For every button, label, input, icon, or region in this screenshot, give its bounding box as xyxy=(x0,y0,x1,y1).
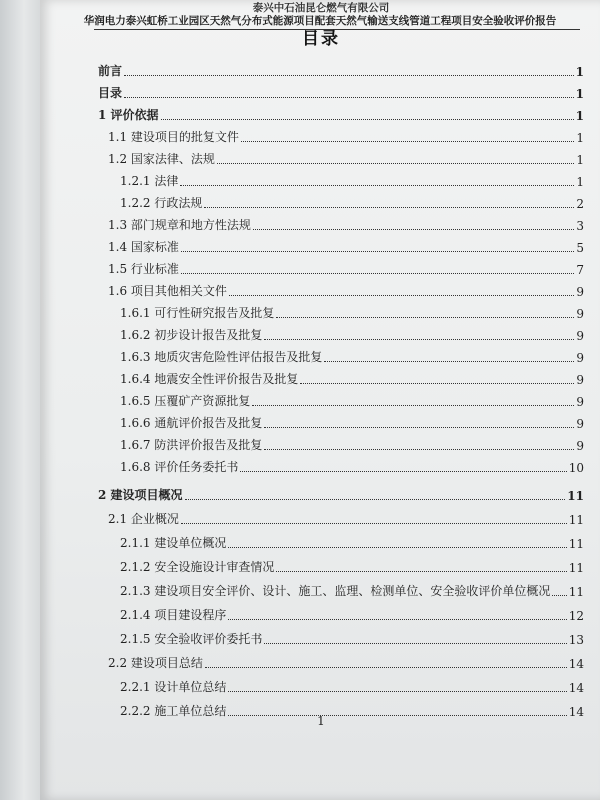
toc-entry-label: 2.1.4 项目建设程序 xyxy=(120,608,227,622)
toc-leader xyxy=(241,141,574,142)
toc-entry-page: 10 xyxy=(568,461,584,475)
header-report-title: 华润电力泰兴虹桥工业园区天然气分布式能源项目配套天然气输送支线管道工程项目安全验收评价报告 xyxy=(83,15,557,27)
toc-leader xyxy=(217,163,574,164)
toc-entry[interactable] xyxy=(98,486,584,503)
toc-entry-label: 2.1.1 建设单位概况 xyxy=(120,536,227,550)
toc-leader xyxy=(240,471,566,472)
toc-entry[interactable] xyxy=(120,606,584,623)
toc-leader xyxy=(205,667,567,668)
toc-entry-label: 1.6.5 压覆矿产资源批复 xyxy=(120,394,251,408)
toc-entry-page: 1 xyxy=(575,65,584,79)
toc-entry-page: 14 xyxy=(568,681,584,695)
document-page xyxy=(40,0,600,800)
toc-entry-page: 1 xyxy=(576,131,584,145)
toc-entry-page: 7 xyxy=(576,263,584,277)
toc-entry-label: 2.1 企业概况 xyxy=(108,512,179,526)
toc-entry-page: 9 xyxy=(576,373,584,387)
toc-entry[interactable] xyxy=(120,534,584,551)
toc-entry[interactable] xyxy=(108,260,584,277)
toc-entry-label: 1.1 建设项目的批复文件 xyxy=(108,130,239,144)
toc-entry-page: 12 xyxy=(568,609,584,623)
toc-leader xyxy=(228,547,566,548)
toc-entry[interactable] xyxy=(120,558,584,575)
toc-entry-page: 9 xyxy=(576,439,584,453)
toc-entry-page: 14 xyxy=(568,705,584,719)
toc-entry[interactable] xyxy=(120,582,584,599)
toc-entry[interactable] xyxy=(120,370,584,387)
toc-entry[interactable] xyxy=(120,458,584,475)
toc-entry-page: 9 xyxy=(576,395,584,409)
toc-leader xyxy=(204,207,574,208)
toc-entry[interactable] xyxy=(120,172,584,189)
toc-entry[interactable] xyxy=(120,414,584,431)
toc-leader xyxy=(324,361,574,362)
toc-leader xyxy=(181,523,567,524)
toc-entry-label: 1.2 国家法律、法规 xyxy=(108,152,215,166)
toc-entry-page: 11 xyxy=(568,561,584,575)
toc-entry-page: 1 xyxy=(575,87,584,101)
toc-entry[interactable] xyxy=(120,630,584,647)
toc-leader xyxy=(229,295,574,296)
toc-entry[interactable] xyxy=(120,304,584,321)
toc-entry-page: 13 xyxy=(568,633,584,647)
toc-entry[interactable] xyxy=(98,106,584,123)
toc-leader xyxy=(252,405,574,406)
header-company: 泰兴中石油昆仑燃气有限公司 xyxy=(252,2,390,14)
toc-entry[interactable] xyxy=(98,62,584,79)
toc-entry[interactable] xyxy=(120,678,584,695)
toc-entry-page: 3 xyxy=(576,219,584,233)
toc-entry[interactable] xyxy=(108,216,584,233)
toc-leader xyxy=(276,317,574,318)
toc-leader xyxy=(161,119,574,120)
toc-entry-label: 1.6 项目其他相关文件 xyxy=(108,284,227,298)
toc-leader xyxy=(264,643,566,644)
toc-leader xyxy=(181,273,574,274)
toc-entry-label: 1.5 行业标准 xyxy=(108,262,179,276)
toc-entry-page: 9 xyxy=(576,307,584,321)
toc-leader xyxy=(124,97,574,98)
toc-entry-label: 1.6.3 地质灾害危险性评估报告及批复 xyxy=(120,350,323,364)
toc-leader xyxy=(228,691,566,692)
toc-entry-label: 1.2.2 行政法规 xyxy=(120,196,203,210)
toc-entry-label: 1.6.8 评价任务委托书 xyxy=(120,460,239,474)
toc-entry-label: 1.2.1 法律 xyxy=(120,174,179,188)
toc-entry[interactable] xyxy=(120,326,584,343)
toc-entry[interactable] xyxy=(108,128,584,145)
toc-entry-page: 11 xyxy=(568,537,584,551)
toc-leader xyxy=(276,571,566,572)
toc-entry-label: 目录 xyxy=(98,86,123,100)
toc-entry-label: 1.3 部门规章和地方性法规 xyxy=(108,218,251,232)
toc-entry-page: 11 xyxy=(568,585,584,599)
toc-entry-page: 9 xyxy=(576,329,584,343)
page-number: 1 xyxy=(317,714,325,728)
toc-entry-label: 2.2.2 施工单位总结 xyxy=(120,704,227,718)
toc-entry-label: 2.2.1 设计单位总结 xyxy=(120,680,227,694)
toc-leader xyxy=(264,339,574,340)
toc-leader xyxy=(264,449,574,450)
toc-entry-page: 1 xyxy=(575,109,584,123)
toc-leader xyxy=(300,383,574,384)
toc-entry-label: 2 建设项目概况 xyxy=(98,488,183,502)
toc-entry-label: 1.6.7 防洪评价报告及批复 xyxy=(120,438,263,452)
toc-entry-page: 1 xyxy=(576,175,584,189)
toc-entry[interactable] xyxy=(120,436,584,453)
toc-entry-label: 2.2 建设项目总结 xyxy=(108,656,203,670)
toc-entry-page: 11 xyxy=(568,513,584,527)
toc-entry[interactable] xyxy=(120,348,584,365)
toc-entry-page: 1 xyxy=(576,153,584,167)
toc-entry[interactable] xyxy=(108,282,584,299)
toc-entry[interactable] xyxy=(108,150,584,167)
toc-entry-page: 2 xyxy=(576,197,584,211)
toc-entry-label: 1.6.4 地震安全性评价报告及批复 xyxy=(120,372,299,386)
toc-entry[interactable] xyxy=(108,510,584,527)
toc-entry-label: 2.1.2 安全设施设计审查情况 xyxy=(120,560,275,574)
toc-entry-page: 9 xyxy=(576,417,584,431)
toc-leader xyxy=(180,185,574,186)
toc-entry-label: 1 评价依据 xyxy=(98,108,159,122)
toc-entry[interactable] xyxy=(120,392,584,409)
toc-leader xyxy=(253,229,574,230)
toc-leader xyxy=(264,427,574,428)
toc-entry-page: 5 xyxy=(576,241,584,255)
toc-leader xyxy=(181,251,574,252)
toc-entry-label: 1.6.6 通航评价报告及批复 xyxy=(120,416,263,430)
toc-entry[interactable] xyxy=(120,194,584,211)
toc-leader xyxy=(185,499,566,500)
toc-entry[interactable] xyxy=(98,84,584,101)
toc-entry-page: 9 xyxy=(576,351,584,365)
toc-entry-label: 1.6.1 可行性研究报告及批复 xyxy=(120,306,275,320)
toc-entry[interactable] xyxy=(108,238,584,255)
toc-entry-page: 9 xyxy=(576,285,584,299)
toc-entry-label: 前言 xyxy=(98,64,123,78)
toc-leader xyxy=(124,75,574,76)
toc-leader xyxy=(552,595,566,596)
toc-entry-page: 14 xyxy=(568,657,584,671)
toc-entry-label: 1.4 国家标准 xyxy=(108,240,179,254)
page-title: 目录 xyxy=(302,29,340,49)
toc-leader xyxy=(228,619,566,620)
toc-entry-label: 2.1.5 安全验收评价委托书 xyxy=(120,632,263,646)
adjacent-page-edge xyxy=(0,0,40,800)
toc-entry-label: 1.6.2 初步设计报告及批复 xyxy=(120,328,263,342)
toc-entry-label: 2.1.3 建设项目安全评价、设计、施工、监理、检测单位、安全验收评价单位概况 xyxy=(120,584,551,598)
toc-entry-page: 11 xyxy=(567,489,584,503)
toc-entry[interactable] xyxy=(108,654,584,671)
